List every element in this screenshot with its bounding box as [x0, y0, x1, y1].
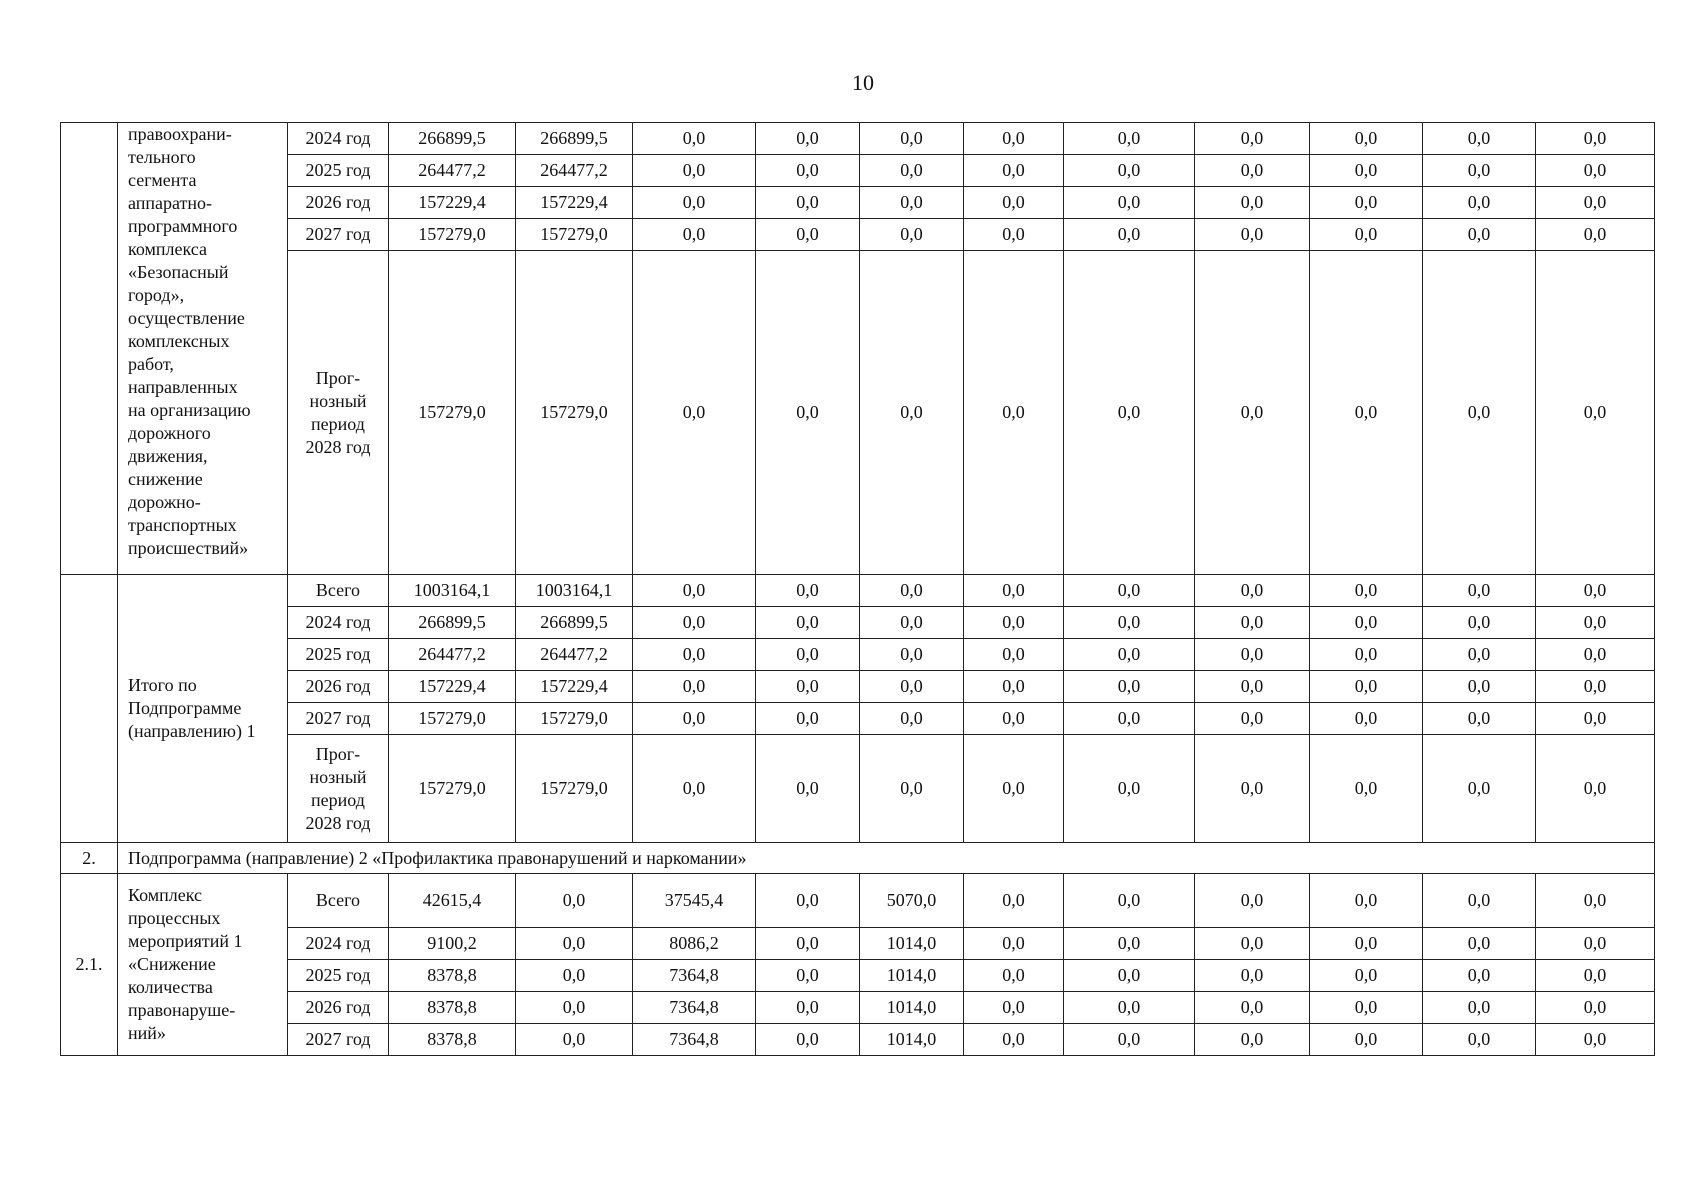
period-cell: 2025 год — [288, 960, 389, 992]
budget-table — [60, 122, 1655, 1056]
value-cell: 0,0 — [1423, 187, 1536, 219]
value-cell: 0,0 — [756, 639, 860, 671]
value-cell: 157229,4 — [389, 671, 516, 703]
value-cell: 0,0 — [860, 575, 964, 607]
period-cell: Всего — [288, 575, 389, 607]
value-cell: 0,0 — [516, 874, 633, 928]
period-cell: 2024 год — [288, 928, 389, 960]
value-cell: 0,0 — [756, 219, 860, 251]
value-cell: 0,0 — [633, 123, 756, 155]
value-cell: 0,0 — [860, 187, 964, 219]
table-row — [61, 607, 1655, 639]
value-cell: 0,0 — [1423, 575, 1536, 607]
value-cell: 8378,8 — [389, 992, 516, 1024]
value-cell: 7364,8 — [633, 960, 756, 992]
value-cell: 157279,0 — [516, 251, 633, 575]
value-cell: 0,0 — [516, 1024, 633, 1056]
value-cell: 0,0 — [633, 639, 756, 671]
period-cell: 2026 год — [288, 671, 389, 703]
value-cell: 266899,5 — [516, 607, 633, 639]
value-cell: 0,0 — [860, 671, 964, 703]
value-cell: 1003164,1 — [389, 575, 516, 607]
value-cell: 0,0 — [964, 928, 1064, 960]
value-cell: 0,0 — [860, 155, 964, 187]
period-cell: 2027 год — [288, 1024, 389, 1056]
value-cell: 0,0 — [1195, 992, 1310, 1024]
value-cell: 0,0 — [1064, 251, 1195, 575]
value-cell: 0,0 — [1310, 187, 1423, 219]
value-cell: 0,0 — [1423, 874, 1536, 928]
value-cell: 0,0 — [860, 639, 964, 671]
value-cell: 266899,5 — [389, 123, 516, 155]
value-cell: 0,0 — [1064, 992, 1195, 1024]
value-cell: 0,0 — [516, 992, 633, 1024]
value-cell: 0,0 — [1423, 155, 1536, 187]
value-cell: 0,0 — [1536, 960, 1655, 992]
value-cell: 0,0 — [1536, 575, 1655, 607]
value-cell: 42615,4 — [389, 874, 516, 928]
value-cell: 0,0 — [860, 219, 964, 251]
value-cell: 157229,4 — [516, 671, 633, 703]
value-cell: 0,0 — [633, 671, 756, 703]
value-cell: 0,0 — [756, 1024, 860, 1056]
value-cell: 264477,2 — [516, 155, 633, 187]
value-cell: 0,0 — [860, 123, 964, 155]
value-cell: 7364,8 — [633, 992, 756, 1024]
value-cell: 0,0 — [1423, 928, 1536, 960]
value-cell: 0,0 — [633, 155, 756, 187]
period-cell: Прог- нозный период 2028 год — [288, 735, 389, 843]
value-cell: 1003164,1 — [516, 575, 633, 607]
period-cell: Прог- нозный период 2028 год — [288, 251, 389, 575]
value-cell: 0,0 — [1536, 219, 1655, 251]
value-cell: 0,0 — [1195, 703, 1310, 735]
value-cell: 264477,2 — [389, 639, 516, 671]
section-header-row — [61, 843, 1655, 874]
value-cell: 0,0 — [756, 251, 860, 575]
value-cell: 0,0 — [1423, 123, 1536, 155]
value-cell: 0,0 — [964, 575, 1064, 607]
value-cell: 0,0 — [1310, 735, 1423, 843]
value-cell: 0,0 — [1536, 703, 1655, 735]
row-number-cell — [61, 575, 118, 843]
value-cell: 0,0 — [756, 735, 860, 843]
table-row — [61, 874, 1655, 928]
item-name-cell: Комплекс процессных мероприятий 1 «Снижение количества правонаруше- ний» — [118, 874, 288, 1056]
value-cell: 0,0 — [633, 219, 756, 251]
value-cell: 0,0 — [1195, 123, 1310, 155]
value-cell: 0,0 — [1536, 639, 1655, 671]
value-cell: 0,0 — [1310, 251, 1423, 575]
value-cell: 0,0 — [1064, 1024, 1195, 1056]
value-cell: 157279,0 — [516, 735, 633, 843]
value-cell: 0,0 — [1536, 1024, 1655, 1056]
value-cell: 0,0 — [1536, 928, 1655, 960]
value-cell: 0,0 — [1195, 187, 1310, 219]
value-cell: 0,0 — [964, 1024, 1064, 1056]
value-cell: 1014,0 — [860, 928, 964, 960]
table-row — [61, 671, 1655, 703]
value-cell: 0,0 — [1064, 187, 1195, 219]
value-cell: 0,0 — [1423, 219, 1536, 251]
value-cell: 0,0 — [1423, 960, 1536, 992]
value-cell: 0,0 — [1195, 671, 1310, 703]
value-cell: 0,0 — [1310, 575, 1423, 607]
value-cell: 0,0 — [756, 874, 860, 928]
value-cell: 157279,0 — [516, 703, 633, 735]
row-number-cell: 2.1. — [61, 874, 118, 1056]
table-row — [61, 251, 1655, 575]
value-cell: 0,0 — [1423, 639, 1536, 671]
period-cell: 2025 год — [288, 639, 389, 671]
item-name-cell: правоохрани- тельного сегмента аппаратно- программного комплекса «Безопасный город», осуществление комплексных работ, направленных на организацию дорожного движения, снижение дорожно- транспортных происшествий» — [118, 123, 288, 575]
value-cell: 0,0 — [1064, 575, 1195, 607]
value-cell: 0,0 — [1536, 735, 1655, 843]
value-cell: 0,0 — [964, 123, 1064, 155]
table-row — [61, 639, 1655, 671]
table-row — [61, 928, 1655, 960]
period-cell: 2027 год — [288, 703, 389, 735]
value-cell: 0,0 — [1423, 735, 1536, 843]
value-cell: 0,0 — [756, 155, 860, 187]
value-cell: 0,0 — [1064, 123, 1195, 155]
value-cell: 0,0 — [1064, 874, 1195, 928]
value-cell: 0,0 — [516, 928, 633, 960]
value-cell: 0,0 — [756, 187, 860, 219]
value-cell: 157279,0 — [389, 219, 516, 251]
value-cell: 0,0 — [1195, 219, 1310, 251]
value-cell: 0,0 — [1423, 1024, 1536, 1056]
value-cell: 0,0 — [1195, 735, 1310, 843]
value-cell: 8086,2 — [633, 928, 756, 960]
value-cell: 0,0 — [964, 155, 1064, 187]
value-cell: 266899,5 — [516, 123, 633, 155]
table-row — [61, 1024, 1655, 1056]
value-cell: 0,0 — [860, 607, 964, 639]
value-cell: 0,0 — [1536, 992, 1655, 1024]
section-number-cell: 2. — [61, 843, 118, 874]
value-cell: 0,0 — [964, 874, 1064, 928]
value-cell: 0,0 — [964, 639, 1064, 671]
value-cell: 0,0 — [1536, 155, 1655, 187]
value-cell: 0,0 — [1536, 251, 1655, 575]
value-cell: 0,0 — [1064, 155, 1195, 187]
value-cell: 8378,8 — [389, 960, 516, 992]
value-cell: 0,0 — [964, 735, 1064, 843]
value-cell: 8378,8 — [389, 1024, 516, 1056]
item-name-cell: Итого по Подпрограмме (направлению) 1 — [118, 575, 288, 843]
value-cell: 0,0 — [1423, 703, 1536, 735]
value-cell: 0,0 — [1310, 123, 1423, 155]
value-cell: 0,0 — [1195, 251, 1310, 575]
value-cell: 0,0 — [964, 251, 1064, 575]
period-cell: 2024 год — [288, 123, 389, 155]
value-cell: 157229,4 — [516, 187, 633, 219]
value-cell: 0,0 — [1064, 703, 1195, 735]
table-row — [61, 155, 1655, 187]
value-cell: 0,0 — [860, 703, 964, 735]
value-cell: 1014,0 — [860, 1024, 964, 1056]
value-cell: 7364,8 — [633, 1024, 756, 1056]
value-cell: 1014,0 — [860, 992, 964, 1024]
value-cell: 0,0 — [756, 123, 860, 155]
value-cell: 0,0 — [1064, 671, 1195, 703]
period-cell: 2027 год — [288, 219, 389, 251]
period-cell: 2024 год — [288, 607, 389, 639]
period-cell: Всего — [288, 874, 389, 928]
value-cell: 264477,2 — [516, 639, 633, 671]
value-cell: 0,0 — [964, 703, 1064, 735]
value-cell: 37545,4 — [633, 874, 756, 928]
value-cell: 0,0 — [1310, 607, 1423, 639]
value-cell: 0,0 — [964, 219, 1064, 251]
value-cell: 0,0 — [1423, 607, 1536, 639]
value-cell: 0,0 — [1064, 607, 1195, 639]
value-cell: 0,0 — [1423, 992, 1536, 1024]
value-cell: 0,0 — [964, 960, 1064, 992]
value-cell: 0,0 — [756, 960, 860, 992]
value-cell: 157279,0 — [516, 219, 633, 251]
table-row — [61, 187, 1655, 219]
value-cell: 0,0 — [633, 703, 756, 735]
value-cell: 0,0 — [964, 187, 1064, 219]
value-cell: 157279,0 — [389, 735, 516, 843]
value-cell: 0,0 — [1536, 187, 1655, 219]
value-cell: 0,0 — [1064, 960, 1195, 992]
table-row — [61, 735, 1655, 843]
value-cell: 9100,2 — [389, 928, 516, 960]
table-row — [61, 575, 1655, 607]
value-cell: 0,0 — [964, 992, 1064, 1024]
value-cell: 0,0 — [756, 671, 860, 703]
value-cell: 0,0 — [756, 928, 860, 960]
value-cell: 0,0 — [633, 251, 756, 575]
value-cell: 157279,0 — [389, 251, 516, 575]
value-cell: 0,0 — [633, 575, 756, 607]
value-cell: 0,0 — [1310, 219, 1423, 251]
value-cell: 0,0 — [860, 735, 964, 843]
value-cell: 0,0 — [1423, 671, 1536, 703]
value-cell: 0,0 — [1064, 928, 1195, 960]
value-cell: 0,0 — [516, 960, 633, 992]
value-cell: 0,0 — [1310, 703, 1423, 735]
value-cell: 0,0 — [964, 607, 1064, 639]
section-title-cell: Подпрограмма (направление) 2 «Профилактика правонарушений и наркомании» — [118, 843, 1655, 874]
value-cell: 0,0 — [756, 703, 860, 735]
value-cell: 0,0 — [1310, 874, 1423, 928]
row-number-cell — [61, 123, 118, 575]
value-cell: 0,0 — [1310, 928, 1423, 960]
period-cell: 2026 год — [288, 187, 389, 219]
value-cell: 157229,4 — [389, 187, 516, 219]
value-cell: 0,0 — [1195, 575, 1310, 607]
period-cell: 2026 год — [288, 992, 389, 1024]
value-cell: 0,0 — [1310, 992, 1423, 1024]
value-cell: 0,0 — [1536, 671, 1655, 703]
table-row — [61, 703, 1655, 735]
table-row — [61, 992, 1655, 1024]
value-cell: 0,0 — [1310, 639, 1423, 671]
value-cell: 157279,0 — [389, 703, 516, 735]
value-cell: 0,0 — [1536, 123, 1655, 155]
table-row — [61, 219, 1655, 251]
table-row — [61, 123, 1655, 155]
value-cell: 266899,5 — [389, 607, 516, 639]
value-cell: 0,0 — [1064, 639, 1195, 671]
value-cell: 0,0 — [964, 671, 1064, 703]
value-cell: 0,0 — [1195, 607, 1310, 639]
value-cell: 0,0 — [756, 575, 860, 607]
budget-table-body — [61, 123, 1655, 1056]
period-cell: 2025 год — [288, 155, 389, 187]
value-cell: 0,0 — [633, 187, 756, 219]
value-cell: 0,0 — [1064, 219, 1195, 251]
value-cell: 0,0 — [1423, 251, 1536, 575]
value-cell: 0,0 — [1195, 928, 1310, 960]
value-cell: 0,0 — [1310, 1024, 1423, 1056]
page-number: 10 — [852, 70, 874, 95]
value-cell: 0,0 — [633, 607, 756, 639]
value-cell: 0,0 — [1195, 1024, 1310, 1056]
value-cell: 0,0 — [1536, 874, 1655, 928]
table-row — [61, 960, 1655, 992]
value-cell: 0,0 — [633, 735, 756, 843]
value-cell: 0,0 — [1536, 607, 1655, 639]
value-cell: 0,0 — [1195, 960, 1310, 992]
value-cell: 0,0 — [1310, 671, 1423, 703]
value-cell: 0,0 — [860, 251, 964, 575]
value-cell: 5070,0 — [860, 874, 964, 928]
value-cell: 0,0 — [1310, 155, 1423, 187]
value-cell: 0,0 — [756, 607, 860, 639]
value-cell: 0,0 — [1064, 735, 1195, 843]
value-cell: 0,0 — [1195, 874, 1310, 928]
value-cell: 1014,0 — [860, 960, 964, 992]
value-cell: 0,0 — [756, 992, 860, 1024]
value-cell: 0,0 — [1195, 639, 1310, 671]
value-cell: 0,0 — [1310, 960, 1423, 992]
value-cell: 0,0 — [1195, 155, 1310, 187]
value-cell: 264477,2 — [389, 155, 516, 187]
